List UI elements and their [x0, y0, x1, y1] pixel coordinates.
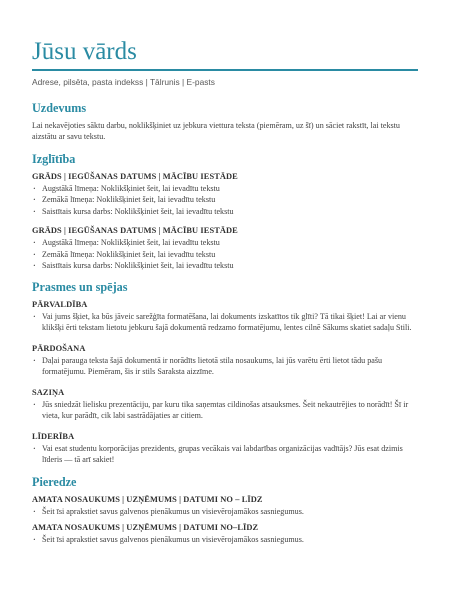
- list-item[interactable]: · Šeit īsi aprakstiet savus galvenos pienākumus un visievērojamākos sasniegumus.: [32, 506, 418, 518]
- contact-info[interactable]: Adrese, pilsēta, pasta indekss | Tālrunis | E-pasts: [32, 76, 215, 87]
- list-item[interactable]: · Zemākā līmeņa: Noklikšķiniet šeit, lai ievadītu tekstu: [32, 194, 418, 206]
- list-item[interactable]: · Daļai parauga teksta šajā dokumentā ir norādīts lietotā stila nosaukums, lai jūs varētu ērti lietot tādu pašu formatējumu. Piemēram, šis ir stils Saraksta aizzīme.: [32, 355, 418, 378]
- experience-entry: [32, 522, 418, 546]
- section-title-objective: Uzdevums: [32, 100, 87, 115]
- list-item[interactable]: · Saistītais kursa darbs: Noklikšķiniet šeit, lai ievadītu tekstu: [32, 260, 418, 272]
- list-item[interactable]: · Zemākā līmeņa: Noklikšķiniet šeit, lai ievadītu tekstu: [32, 249, 418, 261]
- education-entry: [32, 171, 418, 218]
- skill-bullet-list: [32, 311, 418, 334]
- skill-bullet-list: [32, 443, 418, 466]
- list-item[interactable]: · Augstākā līmeņa: Noklikšķiniet šeit, lai ievadītu tekstu: [32, 183, 418, 195]
- experience-heading[interactable]: AMATA NOSAUKUMS | UZŅĒMUMS | DATUMI NO–LĪDZ: [32, 523, 259, 532]
- skill-bullet-list: [32, 355, 418, 378]
- section-objective: [32, 101, 418, 142]
- list-item[interactable]: · Augstākā līmeņa: Noklikšķiniet šeit, lai ievadītu tekstu: [32, 237, 418, 249]
- objective-text[interactable]: Lai nekavējoties sāktu darbu, noklikšķiniet uz jebkura viettura teksta (piemēram, uz šī) un sāciet rakstīt, lai tekstu aizstātu ar savu tekstu.: [32, 120, 400, 141]
- section-education: [32, 152, 418, 272]
- section-title-experience: Pieredze: [32, 474, 77, 489]
- education-entry: [32, 225, 418, 272]
- list-item[interactable]: · Jūs sniedzāt lielisku prezentāciju, par kuru tika saņemtas cildinošas atsauksmes. Šeit nekautrējies to norādīt! Šī ir vieta, kur parādīt, cik labi sastrādājaties ar citiem.: [32, 399, 418, 422]
- skill-heading[interactable]: PĀRVALDĪBA: [32, 299, 88, 309]
- list-item[interactable]: · Vai jums šķiet, ka būs jāveic sarežģīta formatēšana, lai dokuments izskatītos tik glīti? Tā tikai šķiet! Lai ar vienu klikšķi ērti tekstam lietotu jebkuru šajā dokumentā redzamo formatējumu, lentes cilnē Sākums skatiet sadaļu Stili.: [32, 311, 418, 334]
- section-title-education: Izglītība: [32, 151, 76, 166]
- section-experience: [32, 475, 418, 546]
- experience-bullet-list: [32, 506, 418, 518]
- experience-entry: [32, 494, 418, 518]
- list-item[interactable]: · Šeit īsi aprakstiet savus galvenos pienākumus un visievērojamākos sasniegumus.: [32, 534, 418, 546]
- skill-heading[interactable]: SAZIŅA: [32, 387, 65, 397]
- resume-name[interactable]: Jūsu vārds: [32, 38, 137, 65]
- section-skills: [32, 280, 418, 466]
- education-entry-heading[interactable]: GRĀDS | IEGŪŠANAS DATUMS | MĀCĪBU IESTĀDE: [32, 226, 238, 235]
- education-bullet-list: [32, 237, 418, 272]
- skill-heading[interactable]: LĪDERĪBA: [32, 431, 75, 441]
- education-bullet-list: [32, 183, 418, 218]
- skill-entry-management: [32, 299, 418, 334]
- experience-bullet-list: [32, 534, 418, 546]
- education-entry-heading[interactable]: GRĀDS | IEGŪŠANAS DATUMS | MĀCĪBU IESTĀDE: [32, 171, 238, 181]
- skill-entry-communication: [32, 387, 418, 422]
- skill-heading[interactable]: PĀRDOŠANA: [32, 343, 86, 353]
- skill-entry-sales: [32, 343, 418, 378]
- list-item[interactable]: · Vai esat studentu korporācijas prezidents, grupas vecākais vai labdarības organizācijas vadītājs? Jūs esat dzimis līderis — tā arī sakiet!: [32, 443, 418, 466]
- header-divider: [32, 69, 418, 71]
- skill-bullet-list: [32, 399, 418, 422]
- section-title-skills: Prasmes un spējas: [32, 279, 128, 294]
- list-item[interactable]: · Saistītais kursa darbs: Noklikšķiniet šeit, lai ievadītu tekstu: [32, 206, 418, 218]
- skill-entry-leadership: [32, 431, 418, 466]
- experience-heading[interactable]: AMATA NOSAUKUMS | UZŅĒMUMS | DATUMI NO – LĪDZ: [32, 494, 263, 504]
